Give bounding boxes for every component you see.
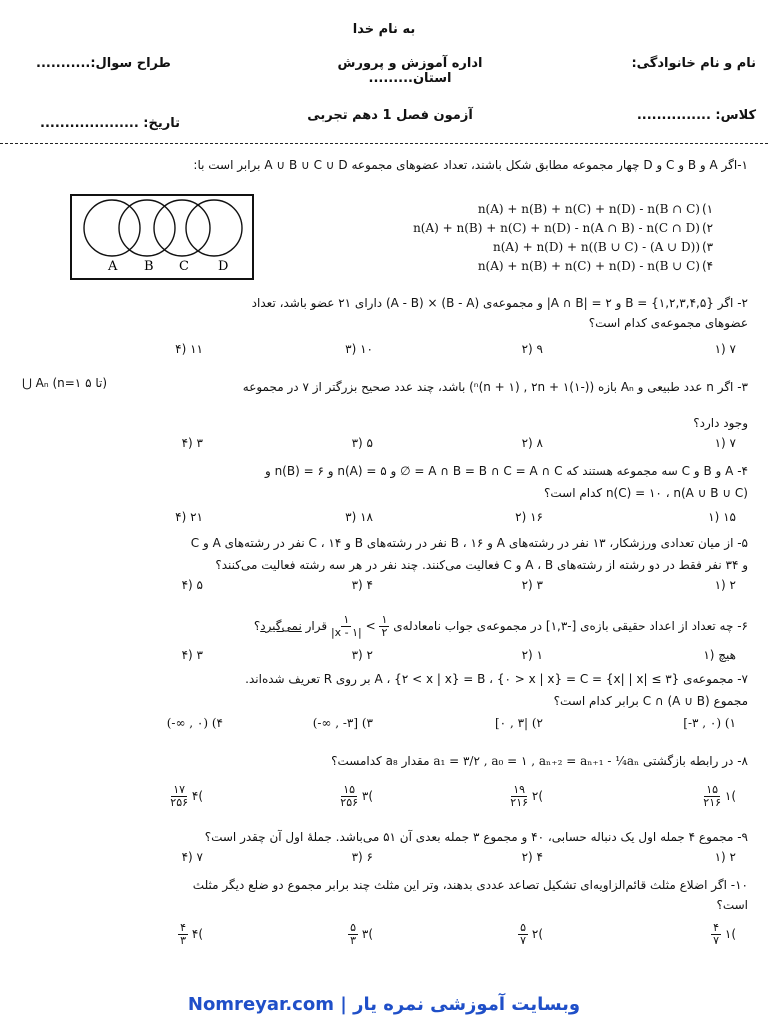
q10-opt4-den: ۳ (180, 934, 187, 947)
q6-option-3[interactable]: ۲ (۳ (351, 648, 373, 662)
q1-option-2[interactable]: n(A) + n(B) + n(C) + n(D) - n(A ∩ B) - n(C ∩ D) (413, 221, 700, 235)
q5-option-3[interactable]: ۴ (۳ (351, 578, 373, 592)
q8-opt1-den: ۲۱۶ (703, 796, 722, 809)
q3-option-4[interactable]: ۳ (۴ (181, 436, 203, 450)
q7-option-3[interactable]: (-∞ , -۳] (۳ (312, 716, 373, 730)
q5-option-4[interactable]: ۵ (۴ (181, 578, 203, 592)
q8-prefix: ۸- در رابطه بازگشتی (643, 754, 748, 768)
q6-frac-left-num: ۱ (381, 613, 388, 626)
q5-option-2[interactable]: ۳ (۲ (521, 578, 543, 592)
q2-option-4[interactable]: ۱۱ (۴ (175, 342, 203, 356)
question-10-line-2: است؟ (716, 898, 748, 912)
class-label: کلاس: ............... (636, 108, 756, 123)
q6-suffix-c: ؟ (253, 619, 261, 633)
question-7-line-1: ۷- مجموعه‌ی {۳ ≥ |x| | x} = A ، {۲ < x | x} = B ، {۰ > x | x} = C بر روی R تعریف شده‌اند. (245, 672, 748, 686)
q7-option-2[interactable]: [۰ , ۳| (۲ (495, 716, 543, 730)
q6-frac-right-num: ۱ (343, 613, 350, 626)
q10-opt3-label: ۳ (361, 927, 369, 941)
question-10-line-1: ۱۰- اگر اضلاع مثلث قائم‌الزاویه‌ای تشکیل تصاعد عددی بدهند، وتر این مثلث چند برابر مجموع دو ضلع دیگر مثلث (192, 878, 748, 892)
q10-opt2-den: ۷ (520, 934, 527, 947)
circle-a (84, 200, 140, 256)
q1-option-1[interactable]: n(A) + n(B) + n(C) + n(D) - n(B ∩ C) (477, 202, 700, 216)
question-3-line-2: وجود دارد؟ (693, 416, 748, 430)
q10-opt1-label: ۱ (724, 927, 732, 941)
q8-opt2-label: ۲ (531, 789, 539, 803)
q9-option-3[interactable]: ۶ (۳ (351, 850, 373, 864)
q6-option-2[interactable]: ۱ (۲ (521, 648, 543, 662)
q6-suffix-b: نمی‌گیرد (260, 619, 302, 633)
q9-option-4[interactable]: ۷ (۴ (181, 850, 203, 864)
venn-label-c: C (179, 259, 189, 274)
q6-fraction-left (379, 614, 389, 639)
question-8-text (20, 752, 748, 770)
circle-b (119, 200, 175, 256)
q1-num-2: (۲ (702, 221, 714, 235)
q10-opt2-num: ۵ (520, 921, 527, 934)
question-2-line-1: ۲- اگر B = {۱,۲,۳,۴,۵} و ۲ = |A ∩ B| و مجموعه‌ی (B - A) × (A - B) دارای ۲۱ عضو باشد، تعداد (251, 296, 748, 310)
q8-suffix: مقدار a₈ کدامست؟ (331, 754, 430, 768)
circle-d (186, 200, 242, 256)
q1-option-3[interactable]: n(A) + n(D) + n((B ∪ C) - (A ∪ D)) (493, 240, 700, 254)
question-7-line-2: مجموع (A ∪ B) ∩ C برابر کدام است؟ (553, 694, 748, 708)
q2-option-1[interactable]: ۷ (۱ (714, 342, 736, 356)
q6-fraction-right (331, 614, 362, 639)
q4-option-4[interactable]: ۲۱ (۴ (175, 510, 203, 524)
q3-option-2[interactable]: ۸ (۲ (521, 436, 543, 450)
q8-opt1-num: ۱۵ (706, 783, 719, 796)
q3-option-1[interactable]: ۷ (۱ (714, 436, 736, 450)
q10-opt4-num: ۴ (180, 921, 187, 934)
venn-diagram (70, 194, 254, 280)
q10-opt1-num: ۴ (713, 921, 720, 934)
q2-option-2[interactable]: ۹ (۲ (521, 342, 543, 356)
q10-option-3[interactable]: $\frac{۵}{۳}$ ۳( (350, 921, 373, 947)
q8-opt1-label: ۱ (724, 789, 732, 803)
q4-option-3[interactable]: ۱۸ (۳ (345, 510, 373, 524)
q2-option-3[interactable]: ۱۰ (۳ (345, 342, 373, 356)
q10-option-4[interactable]: $\frac{۴}{۳}$ ۴( (180, 921, 203, 947)
q1-option-4[interactable]: n(A) + n(B) + n(C) + n(D) - n(B ∪ C) (477, 259, 700, 273)
q10-option-2[interactable]: $\frac{۵}{۷}$ ۲( (520, 921, 543, 947)
q8-opt3-den: ۲۵۶ (340, 796, 359, 809)
q3-union-expression: ⋃ Aₙ (n=۱ تا ۵) (22, 376, 108, 390)
question-9-text: ۹- مجموع ۴ جمله اول یک دنباله حسابی، ۴۰ و مجموع ۳ جمله بعدی آن ۵۱ می‌باشد. جملهٔ اول آن چقدر است؟ (204, 830, 748, 844)
q8-option-1[interactable]: $\frac{۱۵}{۲۱۶}$ ۱( (703, 783, 736, 809)
q6-frac-right-den: |x - ۱| (330, 626, 362, 639)
q8-option-2[interactable]: $\frac{۱۹}{۲۱۶}$ ۲( (510, 783, 543, 809)
question-1-text: ۱-اگر A و B و C و D چهار مجموعه مطابق شکل باشند، تعداد عضوهای مجموعه A ∪ B ∪ C ∪ D برابر است با: (193, 158, 748, 172)
q8-opt3-label: ۳ (361, 789, 369, 803)
question-4-line-1: ۴- A و B و C سه مجموعه هستند که A ∩ B = B ∩ C = A ∩ C = ∅ و n(A) = ۵ و n(B) = ۶ و (264, 464, 748, 478)
q6-frac-left-den: ۲ (381, 626, 388, 639)
question-5-line-1: ۵- از میان تعدادی ورزشکار، ۱۳ نفر در رشته‌های A و B ، ۱۶ نفر در رشته‌های B و C ، ۱۴ نفر در رشته‌های A و C (190, 536, 748, 550)
venn-label-a: A (108, 259, 118, 274)
q6-option-1[interactable]: هیچ (۱ (703, 648, 736, 662)
q10-option-1[interactable]: $\frac{۴}{۷}$ ۱( (713, 921, 736, 947)
q5-option-1[interactable]: ۲ (۱ (714, 578, 736, 592)
q8-opt3-num: ۱۵ (343, 783, 356, 796)
q7-option-1[interactable]: [-۳ , ۰) (۱ (683, 716, 736, 730)
q4-option-1[interactable]: ۱۵ (۱ (708, 510, 736, 524)
q4-option-2[interactable]: ۱۶ (۲ (515, 510, 543, 524)
q6-option-4[interactable]: ۳ (۴ (181, 648, 203, 662)
name-label: نام و نام خانوادگی: (631, 56, 756, 71)
circle-c (154, 200, 210, 256)
q9-option-2[interactable]: ۴ (۲ (521, 850, 543, 864)
venn-label-b: B (144, 259, 154, 274)
venn-circles-icon (72, 196, 252, 278)
header-divider (0, 143, 768, 144)
bismillah: به نام خدا (352, 22, 416, 37)
office-label: اداره آموزش و پرورش استان......... (337, 56, 483, 86)
q8-opt4-den: ۲۵۶ (170, 796, 189, 809)
q8-opt2-num: ۱۹ (513, 783, 526, 796)
q3-option-3[interactable]: ۵ (۳ (351, 436, 373, 450)
q6-prefix: ۶- چه تعداد از اعداد حقیقی بازه‌ی [-۱,۳] در مجموعه‌ی جواب نامعادله‌ی (393, 619, 748, 633)
q7-option-4[interactable]: (-∞ , ۰) (۴ (166, 716, 223, 730)
q8-option-3[interactable]: $\frac{۱۵}{۲۵۶}$ ۳( (340, 783, 373, 809)
q1-option-numbers (702, 202, 730, 278)
question-5-line-2: و ۳۴ نفر فقط در دو رشته از رشته‌های A ، B و C فعالیت می‌کنند. چند نفر در هر سه رشته فعالیت می‌کنند؟ (215, 558, 748, 572)
q6-suffix-a: قرار (301, 619, 328, 633)
question-4-line-2: n(C) = ۱۰ ، n(A ∪ B ∪ C) کدام است؟ (544, 486, 748, 500)
q9-option-1[interactable]: ۲ (۱ (714, 850, 736, 864)
q8-opt4-label: ۴ (191, 789, 199, 803)
exam-title: آزمون فصل 1 دهم تجربی (307, 108, 473, 123)
q1-num-4: (۴ (702, 259, 714, 273)
q8-opt2-den: ۲۱۶ (510, 796, 529, 809)
q10-opt2-label: ۲ (531, 927, 539, 941)
q8-option-4[interactable]: $\frac{۱۷}{۲۵۶}$ ۴( (170, 783, 203, 809)
footer-website[interactable]: وبسایت آموزشی نمره یار | Nomreyar.com (187, 994, 581, 1015)
q10-opt3-num: ۵ (350, 921, 357, 934)
date-label: تاریخ: .................... (40, 116, 180, 131)
q1-num-3: (۳ (702, 240, 714, 254)
venn-label-d: D (218, 259, 229, 274)
q6-lt: > (365, 619, 376, 633)
q10-opt3-den: ۳ (350, 934, 357, 947)
q10-opt1-den: ۷ (713, 934, 720, 947)
question-2-line-2: عضوهای مجموعه‌ی کدام است؟ (588, 316, 748, 330)
q1-num-1: (۱ (702, 202, 714, 216)
q8-opt4-num: ۱۷ (173, 783, 186, 796)
question-3-line-1: ۳- اگر n عدد طبیعی و Aₙ بازه ((-۱)ⁿ(n + ۱) , ۲n + ۱) باشد، چند عدد صحیح بزرگتر از ۷ در مجموعه (242, 380, 748, 394)
question-1-options (270, 202, 700, 278)
q10-opt4-label: ۴ (191, 927, 199, 941)
question-6-text (20, 614, 748, 639)
q8-formula: a₁ = ۳/۲ , a₀ = ۱ , aₙ₊₂ = aₙ₊₁ - ¼aₙ (433, 754, 640, 768)
designer-label: طراح سوال:........... (36, 56, 171, 71)
